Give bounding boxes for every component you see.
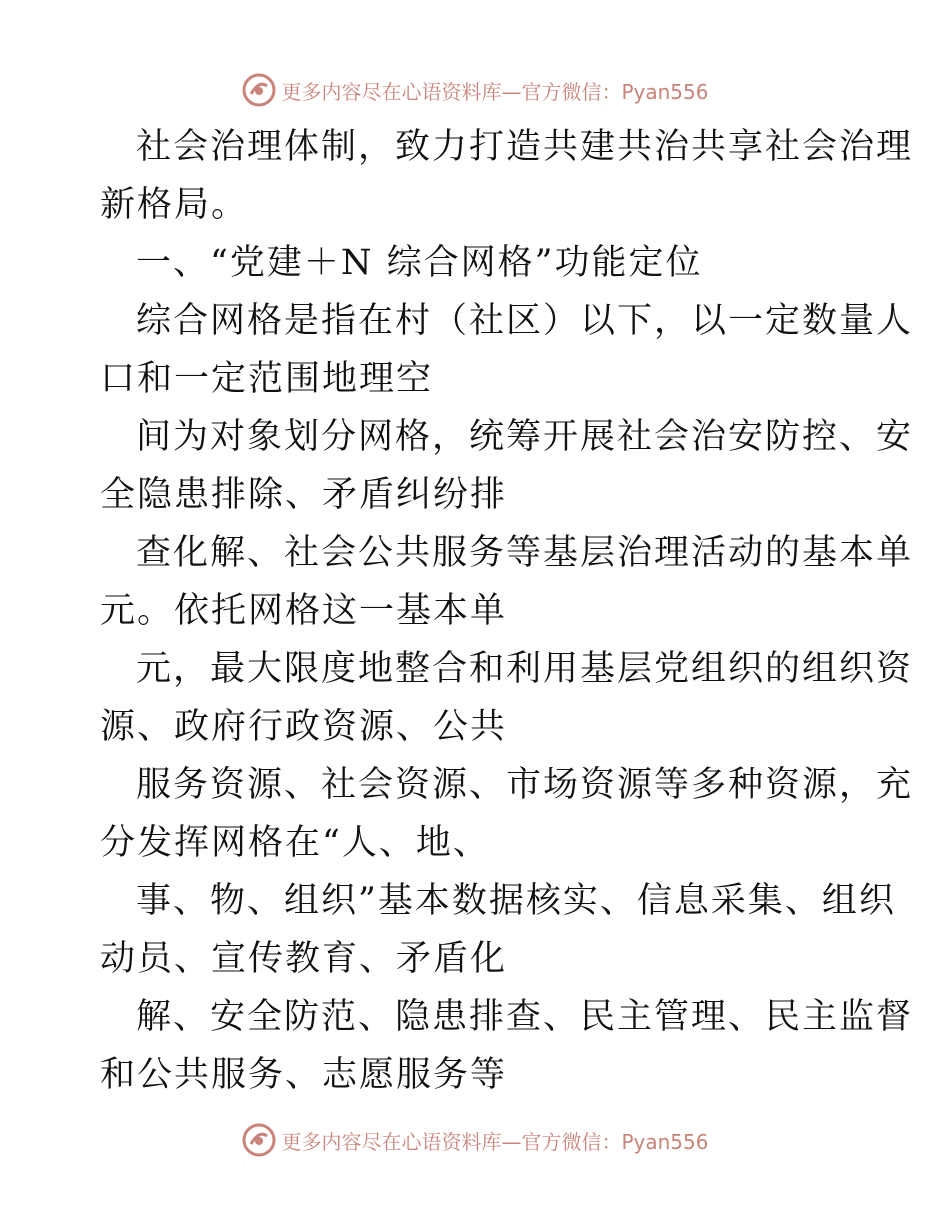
footer-watermark — [0, 1120, 950, 1160]
text-line: 查化解、社会公共服务等基层治理活动的基本单 — [136, 533, 914, 573]
text-line: 动员、宣传教育、矛盾化 — [100, 939, 508, 979]
text-line: 全隐患排除、矛盾纠纷排 — [100, 475, 508, 515]
seal-logo-icon — [241, 72, 277, 108]
watermark-text: 更多内容尽在心语资料库—官方微信：Pyan556 — [281, 79, 709, 104]
text-line: 解、安全防范、隐患排查、民主管理、民主监督 — [136, 997, 914, 1037]
text-line: 综合网格是指在村（社区）以下，以一定数量人 — [136, 301, 914, 341]
text-line: 服务资源、社会资源、市场资源等多种资源，充 — [136, 765, 914, 805]
section-heading: 一、“党建＋N 综合网格”功能定位 — [136, 243, 703, 283]
text-line: 源、政府行政资源、公共 — [100, 707, 508, 747]
text-line: 元，最大限度地整合和利用基层党组织的组织资 — [136, 649, 914, 689]
text-line: 分发挥网格在“人、地、 — [100, 823, 490, 863]
text-line: 事、物、组织”基本数据核实、信息采集、组织 — [136, 881, 896, 921]
text-line: 新格局。 — [100, 185, 249, 225]
text-line: 元。依托网格这一基本单 — [100, 591, 508, 631]
watermark-text: 更多内容尽在心语资料库—官方微信：Pyan556 — [281, 1129, 709, 1154]
header-watermark — [0, 70, 950, 110]
text-line: 间为对象划分网格，统筹开展社会治安防控、安 — [136, 417, 914, 457]
document-body — [100, 118, 914, 1104]
seal-logo-icon — [241, 1122, 277, 1158]
text-line: 和公共服务、志愿服务等 — [100, 1055, 508, 1095]
text-line: 口和一定范围地理空 — [100, 359, 434, 399]
text-line: 社会治理体制，致力打造共建共治共享社会治理 — [136, 127, 914, 167]
